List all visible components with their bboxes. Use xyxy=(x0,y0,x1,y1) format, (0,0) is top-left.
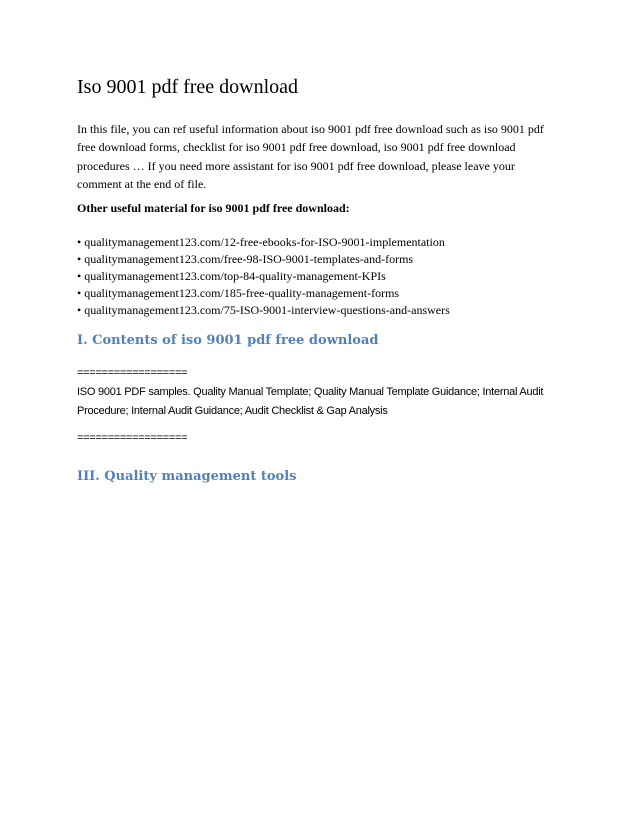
link-item[interactable]: • qualitymanagement123.com/75-ISO-9001-interview-questions-and-answers xyxy=(77,303,450,317)
intro-line: procedures … If you need more assistant for iso 9001 pdf free download, please leave your xyxy=(77,158,515,173)
section-quality-tools-heading: III. Quality management tools xyxy=(77,469,297,484)
section-contents-heading: I. Contents of iso 9001 pdf free download xyxy=(77,333,379,348)
useful-material-heading: Other useful material for iso 9001 pdf free download: xyxy=(77,201,350,215)
contents-line: Procedure; Internal Audit Guidance; Audit Checklist & Gap Analysis xyxy=(77,405,388,417)
divider: ================== xyxy=(77,432,188,444)
link-item[interactable]: • qualitymanagement123.com/185-free-quality-management-forms xyxy=(77,286,400,300)
intro-line: comment at the end of file. xyxy=(77,176,207,191)
link-item[interactable]: • qualitymanagement123.com/free-98-ISO-9001-templates-and-forms xyxy=(77,252,414,266)
contents-paragraph xyxy=(77,383,577,421)
intro-line: free download forms, checklist for iso 9001 pdf free download, iso 9001 pdf free download xyxy=(77,140,516,155)
useful-links-list xyxy=(77,234,450,319)
link-item[interactable]: • qualitymanagement123.com/top-84-quality-management-KPIs xyxy=(77,269,386,283)
intro-paragraph xyxy=(77,120,577,193)
document-title: Iso 9001 pdf free download xyxy=(77,76,299,98)
divider: ================== xyxy=(77,367,188,379)
intro-line: In this file, you can ref useful information about iso 9001 pdf free download such as iso 9001 pdf xyxy=(77,122,544,136)
contents-line: ISO 9001 PDF samples. Quality Manual Template; Quality Manual Template Guidance; Internal Audit xyxy=(77,386,544,398)
link-item[interactable]: • qualitymanagement123.com/12-free-ebooks-for-ISO-9001-implementation xyxy=(77,235,445,249)
